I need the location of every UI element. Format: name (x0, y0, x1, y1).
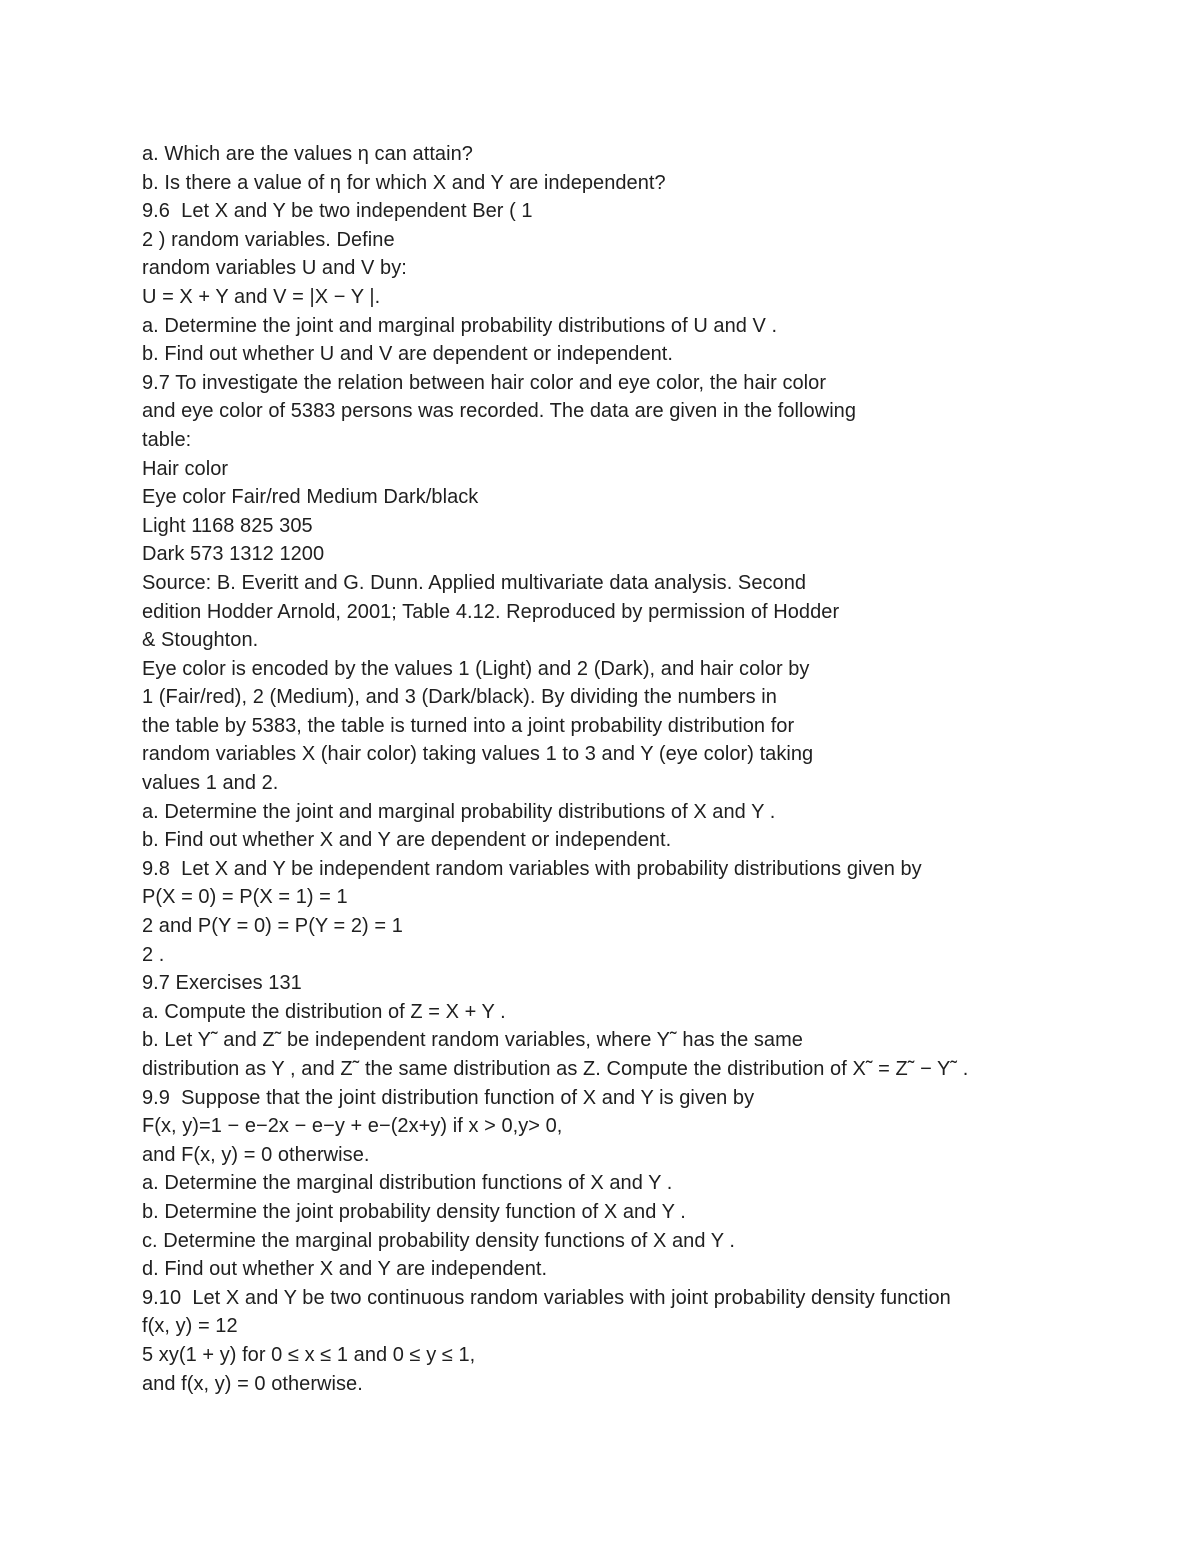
text-line: b. Determine the joint probability density function of X and Y . (142, 1200, 686, 1223)
text-line: c. Determine the marginal probability density functions of X and Y . (142, 1229, 735, 1252)
text-line: 2 ) random variables. Define (142, 228, 395, 251)
text-line: P(X = 0) = P(X = 1) = 1 (142, 886, 348, 909)
text-line: & Stoughton. (142, 629, 259, 652)
text-line: a. Which are the values η can attain? (142, 143, 473, 165)
text-line: b. Let Y˜ and Z˜ be independent random variables, where Y˜ has the same (142, 1029, 803, 1052)
text-line: Source: B. Everitt and G. Dunn. Applied multivariate data analysis. Second (142, 571, 807, 594)
text-line: edition Hodder Arnold, 2001; Table 4.12. Reproduced by permission of Hodder (142, 600, 840, 623)
text-line: Dark 573 1312 1200 (142, 543, 325, 566)
text-line: d. Find out whether X and Y are independent. (142, 1258, 548, 1281)
text-line: a. Determine the marginal distribution functions of X and Y . (142, 1172, 673, 1195)
text-line: Light 1168 825 305 (142, 514, 313, 537)
text-line: distribution as Y , and Z˜ the same distribution as Z. Compute the distribution of X˜ = Z˜ − Y˜ . (142, 1058, 969, 1080)
text-line: 1 (Fair/red), 2 (Medium), and 3 (Dark/black). By dividing the numbers in (142, 686, 777, 709)
text-line: b. Find out whether X and Y are dependent or independent. (142, 829, 672, 852)
text-line: 9.9 Suppose that the joint distribution function of X and Y is given by (142, 1086, 755, 1109)
text-line: 9.10 Let X and Y be two continuous random variables with joint probability density function (142, 1286, 951, 1309)
text-line: table: (142, 428, 192, 451)
text-line: 9.7 To investigate the relation between hair color and eye color, the hair color (142, 371, 827, 394)
text-line: 9.7 Exercises 131 (142, 972, 302, 995)
text-line: the table by 5383, the table is turned into a joint probability distribution for (142, 714, 795, 737)
text-line: and f(x, y) = 0 otherwise. (142, 1372, 363, 1395)
text-line: Eye color is encoded by the values 1 (Light) and 2 (Dark), and hair color by (142, 657, 810, 680)
text-line: F(x, y)=1 − e−2x − e−y + e−(2x+y) if x > 0,y> 0, (142, 1115, 563, 1138)
text-line: random variables X (hair color) taking values 1 to 3 and Y (eye color) taking (142, 743, 814, 766)
text-line: b. Is there a value of η for which X and Y are independent? (142, 171, 666, 194)
text-line: random variables U and V by: (142, 257, 407, 280)
text-line: 9.8 Let X and Y be independent random variables with probability distributions given by (142, 857, 922, 880)
text-line: and eye color of 5383 persons was recorded. The data are given in the following (142, 400, 857, 423)
text-line: a. Compute the distribution of Z = X + Y . (142, 1000, 506, 1023)
text-line: values 1 and 2. (142, 772, 279, 795)
text-line: a. Determine the joint and marginal probability distributions of U and V . (142, 314, 778, 337)
text-line: Eye color Fair/red Medium Dark/black (142, 486, 479, 509)
text-line: 9.6 Let X and Y be two independent Ber ( 1 (142, 200, 533, 223)
text-line: 5 xy(1 + y) for 0 ≤ x ≤ 1 and 0 ≤ y ≤ 1, (142, 1343, 476, 1366)
text-line: U = X + Y and V = |X − Y |. (142, 285, 381, 308)
text-line: Hair color (142, 457, 229, 480)
text-line: 2 . (142, 943, 165, 966)
text-line: b. Find out whether U and V are dependent or independent. (142, 343, 674, 366)
text-line: a. Determine the joint and marginal probability distributions of X and Y . (142, 800, 776, 823)
text-line: 2 and P(Y = 0) = P(Y = 2) = 1 (142, 915, 403, 938)
text-line: and F(x, y) = 0 otherwise. (142, 1143, 370, 1166)
document-text (142, 140, 1152, 1398)
text-line: f(x, y) = 12 (142, 1315, 238, 1338)
